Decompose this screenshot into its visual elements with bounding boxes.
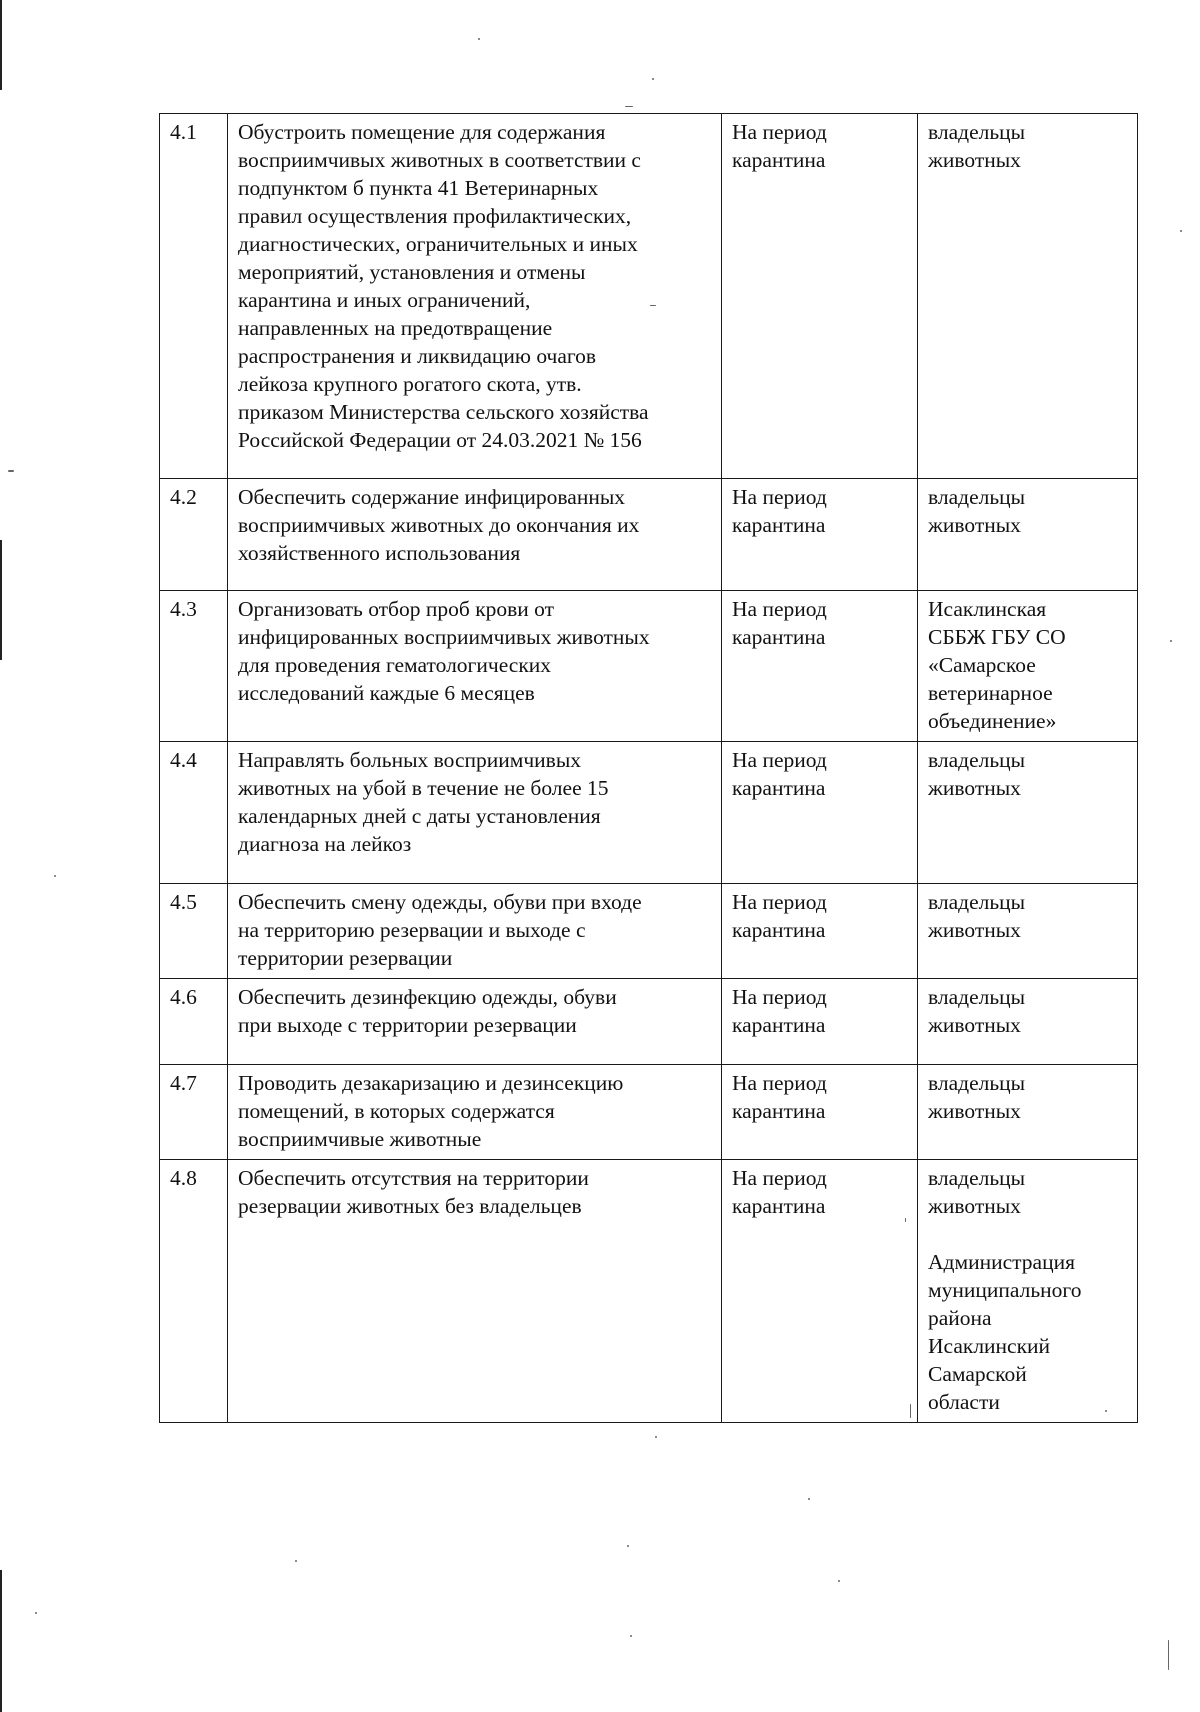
row-responsible-extra: Администрация муниципального района Исаклинский Самарской области (928, 1250, 1082, 1414)
row-action: Направлять больных восприимчивых животных на убой в течение не более 15 календарных дней с даты установления диагноза на лейкоз (228, 742, 722, 884)
scan-speck (1168, 1640, 1169, 1670)
row-term: На период карантина (722, 1160, 918, 1423)
scan-speck (655, 1436, 657, 1438)
row-action: Проводить дезакаризацию и дезинсекцию помещений, в которых содержатся восприимчивые животные (228, 1065, 722, 1160)
table-row (160, 591, 1138, 742)
table-row (160, 114, 1138, 479)
table-row (160, 1065, 1138, 1160)
scan-speck (1180, 230, 1182, 232)
row-responsible: владельцы животных (928, 1166, 1026, 1218)
table-row (160, 884, 1138, 979)
measures-table (159, 113, 1138, 1423)
row-number: 4.7 (160, 1065, 228, 1160)
row-number: 4.5 (160, 884, 228, 979)
table-row (160, 1160, 1138, 1423)
table-row (160, 979, 1138, 1065)
row-responsible: владельцы животных (918, 114, 1138, 479)
row-term: На период карантина (722, 479, 918, 591)
scan-speck (54, 875, 56, 877)
row-term: На период карантина (722, 1065, 918, 1160)
scan-speck (295, 1560, 297, 1562)
row-term: На период карантина (722, 979, 918, 1065)
scan-edge-mark (0, 540, 2, 660)
row-responsible-cell (918, 1160, 1138, 1423)
scan-speck (808, 1498, 810, 1500)
scan-speck (627, 1545, 629, 1547)
row-term: На период карантина (722, 114, 918, 479)
scan-speck (1170, 640, 1172, 642)
row-responsible: владельцы животных (918, 479, 1138, 591)
scan-speck (478, 38, 480, 40)
row-action: Обеспечить смену одежды, обуви при входе на территорию резервации и выходе с территории резервации (228, 884, 722, 979)
scan-speck (8, 470, 14, 472)
row-responsible: владельцы животных (918, 884, 1138, 979)
row-responsible: владельцы животных (918, 742, 1138, 884)
row-action: Обеспечить отсутствия на территории резервации животных без владельцев (228, 1160, 722, 1423)
row-action: Обустроить помещение для содержания восприимчивых животных в соответствии с подпунктом б пункта 41 Ветеринарных правил осуществления профилактических, диагностических, ограничительных и иных мероприятий, установления и отмены карантина и иных ограничений, направленных на предотвращение распространения и ликвидацию очагов лейкоза крупного рогатого скота, утв. приказом Министерства сельского хозяйства Российской Федерации от 24.03.2021 № 156 (228, 114, 722, 479)
row-number: 4.8 (160, 1160, 228, 1423)
row-action: Обеспечить содержание инфицированных восприимчивых животных до окончания их хозяйственного использования (228, 479, 722, 591)
row-number: 4.3 (160, 591, 228, 742)
table-row (160, 479, 1138, 591)
scan-edge-mark (0, 1570, 2, 1712)
row-term: На период карантина (722, 742, 918, 884)
row-responsible: Исаклинская СББЖ ГБУ СО «Самарское ветеринарное объединение» (918, 591, 1138, 742)
row-responsible: владельцы животных (918, 1065, 1138, 1160)
row-number: 4.6 (160, 979, 228, 1065)
row-number: 4.4 (160, 742, 228, 884)
row-responsible: владельцы животных (918, 979, 1138, 1065)
row-number: 4.1 (160, 114, 228, 479)
scan-speck (838, 1580, 840, 1582)
scan-speck (630, 1635, 632, 1637)
row-number: 4.2 (160, 479, 228, 591)
scan-edge-mark (0, 0, 2, 90)
spacer (928, 1220, 1127, 1248)
table-row (160, 742, 1138, 884)
row-term: На период карантина (722, 884, 918, 979)
row-action: Организовать отбор проб крови от инфицированных восприимчивых животных для проведения гематологических исследований каждые 6 месяцев (228, 591, 722, 742)
scan-speck (625, 106, 633, 107)
row-action: Обеспечить дезинфекцию одежды, обуви при выходе с территории резервации (228, 979, 722, 1065)
scan-speck (35, 1612, 37, 1614)
row-term: На период карантина (722, 591, 918, 742)
scan-speck (652, 78, 654, 80)
